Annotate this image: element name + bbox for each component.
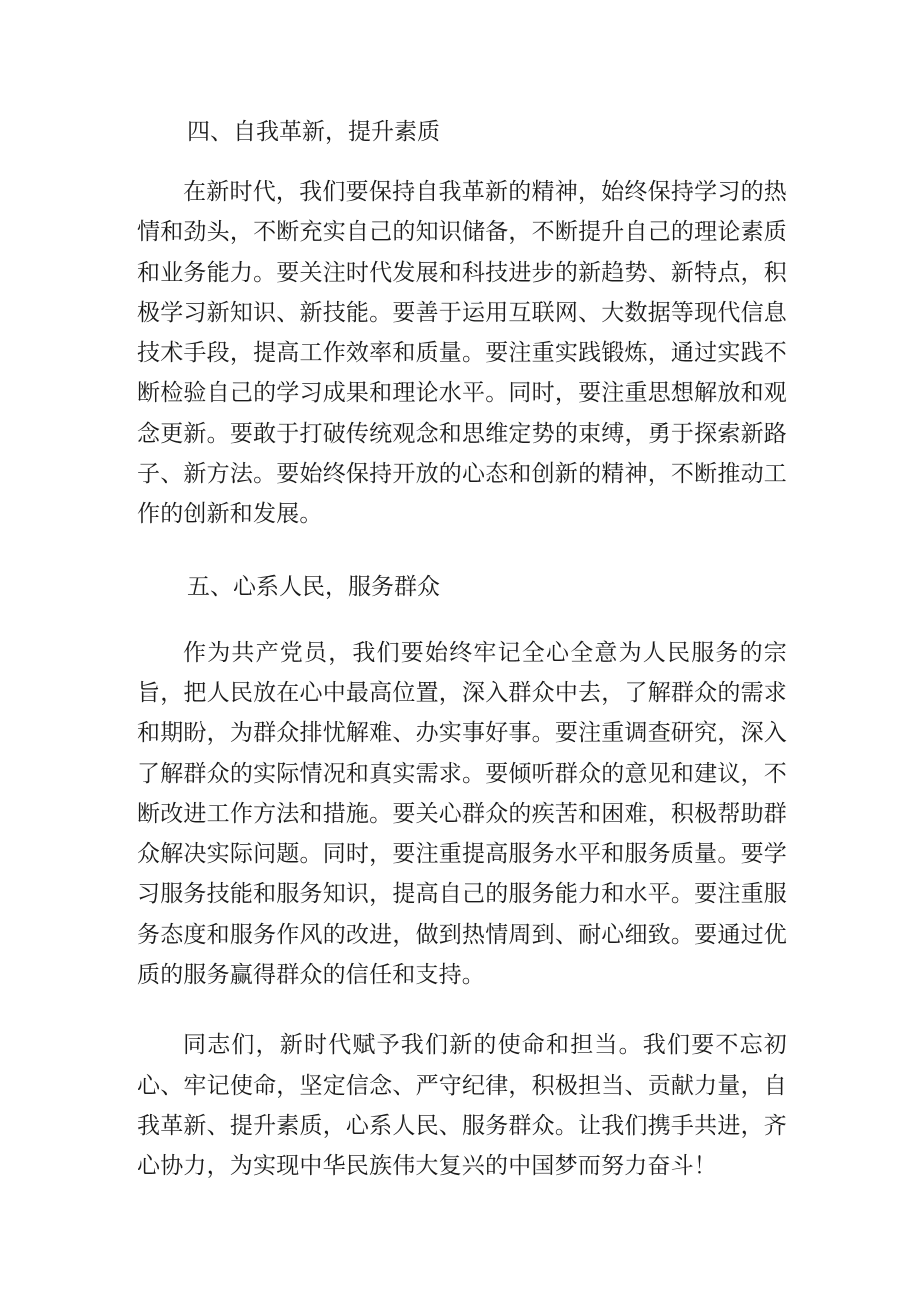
section-body-self-renewal: 在新时代，我们要保持自我革新的精神，始终保持学习的热情和劲头，不断充实自己的知识储备，不断提升自己的理论素质和业务能力。要关注时代发展和科技进步的新趋势、新特点，积极学习新知识、新技能。要善于运用互联网、大数据等现代信息技术手段，提高工作效率和质量。要注重实践锻炼，通过实践不断检验自己的学习成果和理论水平。同时，要注重思想解放和观念更新。要敢于打破传统观念和思维定势的束缚，勇于探索新路子、新方法。要始终保持开放的心态和创新的精神，不断推动工作的创新和发展。: [137, 179, 787, 528]
document-page: [137, 112, 787, 1187]
section-body-serve-people: 作为共产党员，我们要始终牢记全心全意为人民服务的宗旨，把人民放在心中最高位置，深入群众中去，了解群众的需求和期盼，为群众排忧解难、办实事好事。要注重调查研究，深入了解群众的实际情况和真实需求。要倾听群众的意见和建议，不断改进工作方法和措施。要关心群众的疾苦和困难，积极帮助群众解决实际问题。同时，要注重提高服务水平和服务质量。要学习服务技能和服务知识，提高自己的服务能力和水平。要注重服务态度和服务作风的改进，做到热情周到、耐心细致。要通过优质的服务赢得群众的信任和支持。: [137, 639, 787, 989]
section-heading-serve-people: 五、心系人民，服务群众: [187, 573, 440, 600]
section-heading-self-renewal: 四、自我革新，提升素质: [187, 119, 440, 145]
closing-paragraph: 同志们，新时代赋予我们新的使命和担当。我们要不忘初心、牢记使命，坚定信念、严守纪律，积极担当、贡献力量，自我革新、提升素质，心系人民、服务群众。让我们携手共进，齐心协力，为实现中华民族伟大复兴的中国梦而努力奋斗！: [137, 1032, 787, 1180]
